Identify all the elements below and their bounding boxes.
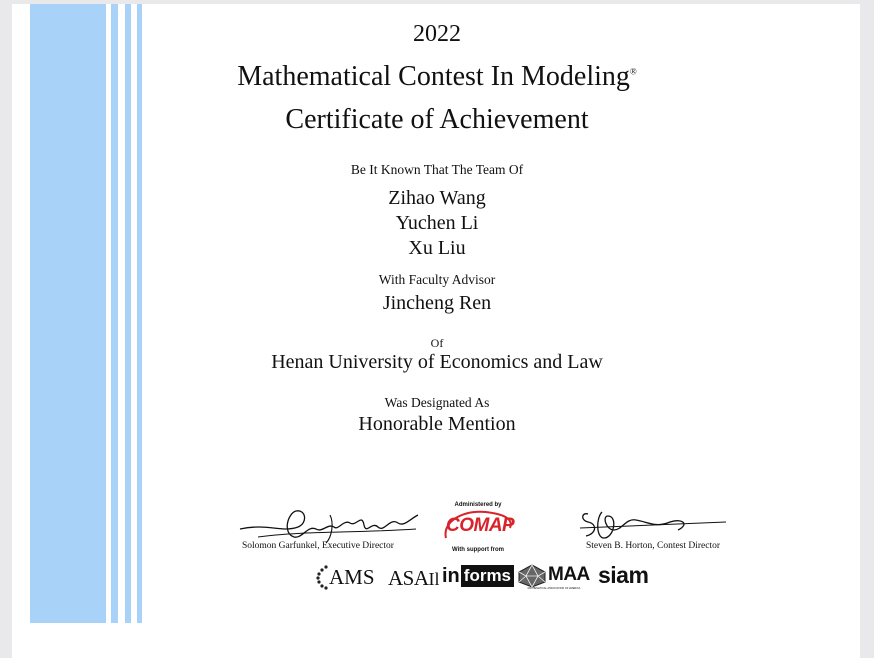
maa-wordmark: MAA	[548, 564, 590, 585]
administered-by-label: Administered by	[454, 502, 502, 508]
team-member: Xu Liu	[408, 237, 466, 259]
team-intro: Be It Known That The Team Of	[350, 162, 524, 177]
asa-stroke-mark: Il	[428, 569, 440, 589]
executive-director-caption: Solomon Garfunkel, Executive Director	[242, 541, 394, 551]
maa-icosahedron-icon	[517, 564, 547, 588]
team-member: Zihao Wang	[388, 187, 486, 209]
certificate-heading: Certificate of Achievement	[285, 104, 589, 135]
designation: Honorable Mention	[358, 413, 516, 435]
contest-name: Mathematical Contest In Modeling	[237, 61, 630, 92]
certificate-year: 2022	[413, 21, 461, 47]
informs-logo	[442, 565, 514, 588]
contest-director-signature	[578, 508, 728, 544]
ams-dots-icon	[316, 564, 330, 590]
certificate-page	[12, 4, 860, 658]
contest-director-caption: Steven B. Horton, Contest Director	[586, 541, 721, 551]
siam-wordmark: siam	[598, 562, 649, 588]
ams-wordmark: AMS	[329, 565, 375, 589]
comap-wordmark: COMAP	[446, 515, 515, 536]
executive-director-signature	[238, 503, 420, 545]
advisor-name: Jincheng Ren	[382, 292, 492, 314]
asa-wordmark: ASA	[388, 566, 429, 590]
maa-tagline: MATHEMATICAL ASSOCIATION OF AMERICA	[527, 587, 581, 590]
asa-logo	[388, 566, 440, 591]
team-member: Yuchen Li	[395, 212, 479, 234]
of-label: Of	[430, 336, 444, 350]
maa-logo	[517, 564, 591, 594]
institution-name: Henan University of Economics and Law	[271, 351, 603, 373]
informs-prefix: in	[442, 565, 460, 587]
advisor-intro: With Faculty Advisor	[378, 272, 496, 287]
informs-box: forms	[461, 565, 514, 587]
registered-mark: ®	[629, 66, 637, 77]
contest-title	[0, 61, 874, 93]
support-label: With support from	[452, 547, 504, 553]
siam-logo	[598, 562, 648, 589]
comap-logo	[440, 508, 518, 544]
designation-intro: Was Designated As	[384, 395, 490, 410]
